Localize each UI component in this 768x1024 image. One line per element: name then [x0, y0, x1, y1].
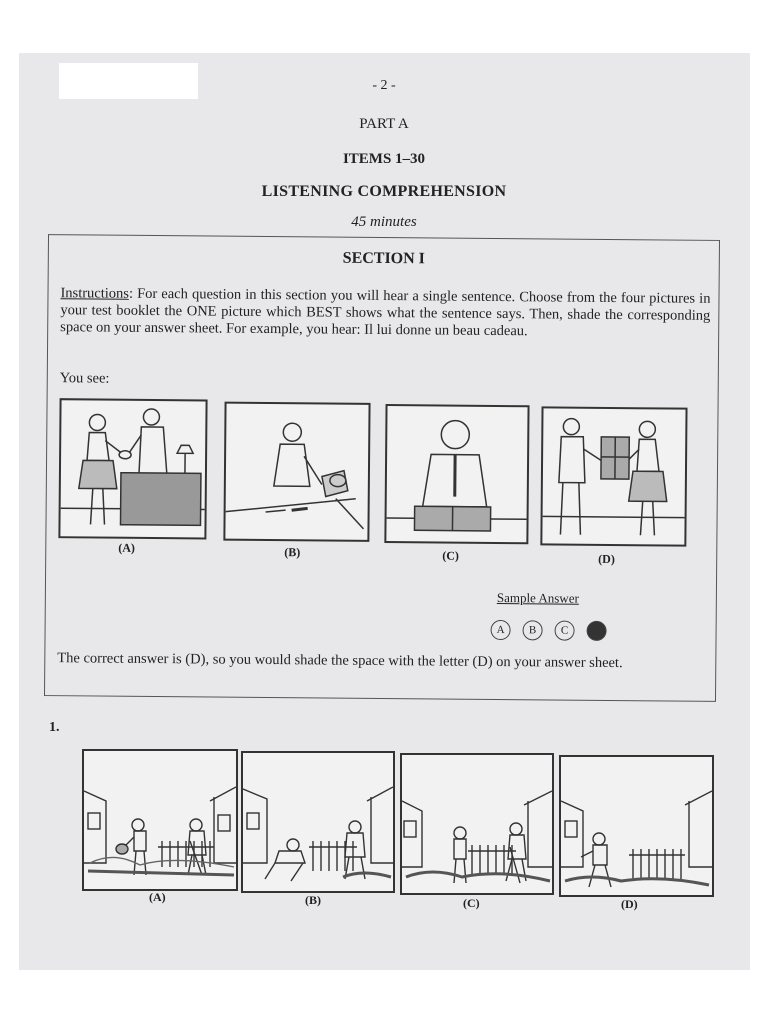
items-heading: ITEMS 1–30 [342, 151, 426, 167]
section-instructions-box [44, 234, 720, 702]
example-label-a: (A) [118, 540, 136, 555]
instructions-text: : For each question in this section you will hear a single sentence. Choose from the four pictures in your test booklet the ONE picture which BEST shows what the sentence says. Then, shade the corresponding space on your answer sheet. For example, you hear: Il lui donne un beau cadeau. [60, 285, 711, 340]
you-see-label: You see: [59, 370, 110, 387]
question-number: 1. [49, 720, 60, 735]
sample-bubble-d-shaded: D [586, 621, 606, 641]
example-label-d: (D) [598, 551, 615, 567]
q1-picture-d [559, 755, 714, 897]
example-picture-d [540, 406, 687, 546]
q1-picture-a [82, 749, 238, 891]
example-label-b: (B) [284, 545, 301, 560]
section-title: LISTENING COMPREHENSION [261, 183, 507, 200]
q1-picture-c [400, 753, 554, 895]
example-picture-a [58, 398, 207, 539]
q1-label-a: (A) [149, 890, 166, 904]
q1-picture-b [241, 751, 395, 893]
part-heading: PART A [359, 116, 409, 132]
sample-bubble-b: B [523, 620, 543, 640]
example-label-c: (C) [442, 548, 459, 563]
example-picture-b [223, 402, 370, 542]
q1-label-b: (B) [305, 893, 321, 907]
correct-answer-text: The correct answer is (D), so you would shade the space with the letter (D) on your answer sheet. [57, 650, 623, 672]
duration: 45 minutes [351, 214, 417, 230]
example-picture-c [384, 404, 529, 544]
q1-label-d: (D) [621, 897, 638, 911]
sample-bubble-a: A [491, 620, 511, 640]
sample-bubble-c: C [555, 621, 575, 641]
page-number: - 2 - [372, 78, 396, 93]
section-heading: SECTION I [342, 249, 426, 268]
q1-label-c: (C) [463, 896, 480, 910]
sample-answer-label: Sample Answer [496, 590, 579, 606]
instructions-label: Instructions [60, 285, 130, 302]
instructions-paragraph [60, 285, 710, 342]
